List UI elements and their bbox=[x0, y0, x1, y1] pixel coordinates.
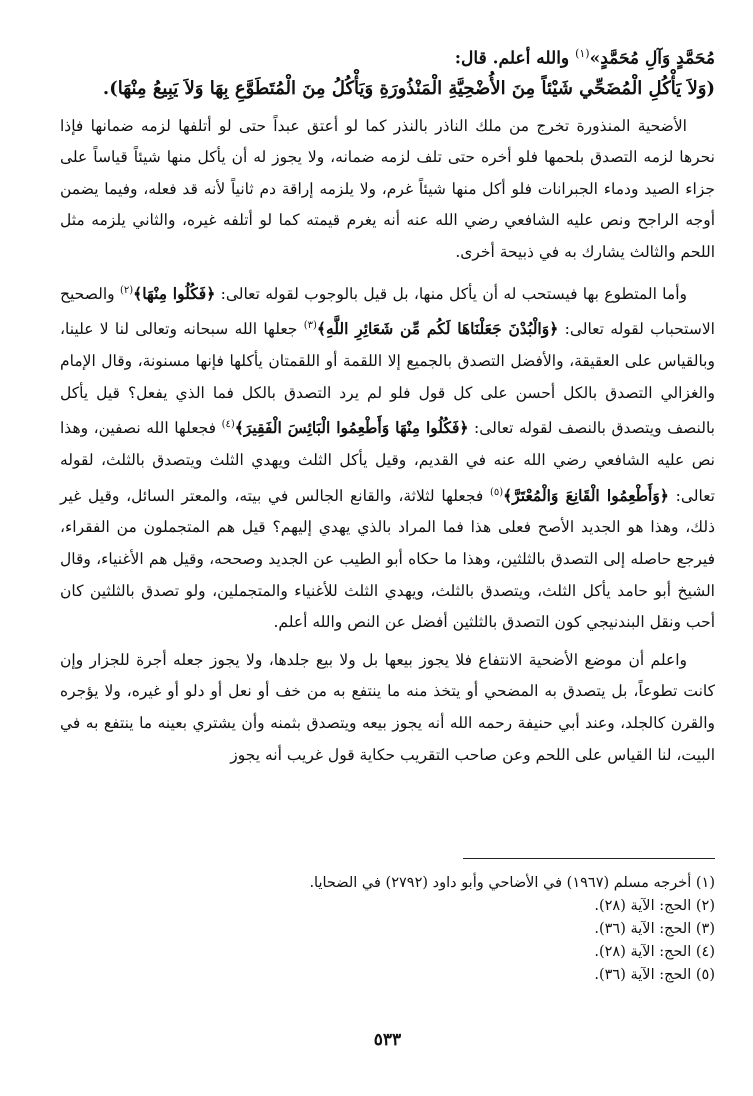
footnotes bbox=[60, 872, 715, 987]
paragraph-2-part-5: فجعلها لثلاثة، والقانع الجالس في بيته، والمعتر السائل، وقيل غير ذلك، وهذا هو الجديد الأصح فعلى هذا فما المراد بالذي يهدي إليهم؟ قيل هم المتجملون من الفقراء، فيرجع حاصله إلى التصدق بالثلثين، وهذا ما حكاه أبو الطيب عن الجديد وصححه، وقيل هم الأغنياء، وقال الشيخ أبو حامد يأكل الثلث، ويتصدق بالثلث، ويهدي الثلث للأغنياء والمتجملين، ولو تصدق بالثلثين كان أحب ونقل البندنيجي كون التصدق بالثلثين أفضل عن النص والله أعلم. bbox=[60, 486, 715, 632]
matn-text: (وَلاَ يَأْكُلِ الْمُضَحِّي شَيْئاً مِنَ الأُضْحِيَّةِ الْمَنْذُورَةِ وَيَأْكُلُ مِنَ الْمُتَطَوَّعِ بِهَا وَلاَ يَبِيعُ مِنْهَا). bbox=[102, 77, 715, 99]
footnote-marker: (١) bbox=[575, 47, 590, 60]
paragraph-2-part-1: وأما المتطوع بها فيستحب له أن يأكل منها، بل قيل بالوجوب لقوله تعالى: bbox=[215, 284, 687, 303]
quran-verse-1: ﴿فَكُلُوا مِنْهَا﴾ bbox=[133, 283, 216, 303]
page-number: ٥٣٣ bbox=[373, 1030, 402, 1050]
footnote-ref-4: (٤) bbox=[221, 419, 235, 431]
paragraph-2 bbox=[60, 275, 715, 639]
header-line bbox=[60, 40, 715, 73]
footnote-3: (٣) الحج: الآية (٣٦). bbox=[594, 921, 715, 937]
footnote-ref-5: (٥) bbox=[489, 486, 504, 498]
paragraph-2-part-3: جعلها الله سبحانه وتعالى لنا لا علينا، وبالقياس على العقيقة، والأفضل التصدق بالجميع إلا اللقمة أو اللقمتان يأكلها فإنها مسنونة، وقال الإمام والغزالي التصدق بالكل أحسن على كل قول فلو لم يرد التصدق بالكل فما الذي يفعل؟ قيل يأكل بالنصف ويتصدق بالنصف لقوله تعالى: bbox=[60, 320, 715, 438]
quran-verse-3: ﴿فَكُلُوا مِنْهَا وَأَطْعِمُوا الْبَائِسَ الْفَقِيرَ﴾ bbox=[234, 418, 469, 438]
paragraph-2-part-2: والصحيح الاستحباب لقوله تعالى: bbox=[60, 284, 715, 339]
quran-verse-4: ﴿وَأَطْعِمُوا الْقَانِعَ وَالْمُعْتَرَّ﴾ bbox=[503, 485, 669, 505]
book-page bbox=[60, 40, 715, 1060]
paragraph-1: الأضحية المنذورة تخرج من ملك الناذر بالنذر كما لو أعتق عبداً حتى لو أتلفها لزمه ضمانها فإذا نحرها لزمه التصدق بلحمها فلو أخره حتى تلف لزمه ضمانه، ولا يجوز له أن يأكل منها شيئاً قياساً على جزاء الصيد ودماء الجبرانات فلو أكل منها شيئاً غرم، ولا يلزمه إراقة دم ثانياً لأنه قد فعله، وفيما يضمن أوجه الراجح ونص عليه الشافعي رضي الله عنه أنه يغرم قيمته كما لو أتلفه غيره، والثاني يلزمه مثل اللحم والثالث يشارك به في ذبيحة أخرى. bbox=[60, 116, 715, 262]
footnote-2: (٢) الحج: الآية (٢٨). bbox=[594, 898, 715, 914]
paragraph-3: واعلم أن موضع الأضحية الانتفاع فلا يجوز بيعها بل ولا بيع جلدها، ولا يجوز جعله أجرة للجزار وإن كانت تطوعاً، بل يتصدق به المضحي أو يتخذ منه ما ينتفع به من خف أو نعل أو دلو أو غيره، ولا يؤجره والقرن كالجلد، وعند أبي حنيفة رحمه الله أنه يجوز بيعه ويتصدق بثمنه وأن يشتري بعينه ما ينتفع به في البيت، لنا القياس على اللحم وعن صاحب التقريب حكاية قول غريب أنه يجوز bbox=[60, 650, 715, 764]
footnote-1: (١) أخرجه مسلم (١٩٦٧) في الأضاحي وأبو داود (٢٧٩٢) في الضحايا. bbox=[309, 875, 715, 891]
footnote-4: (٤) الحج: الآية (٢٨). bbox=[594, 944, 715, 960]
footnote-ref-3: (٣) bbox=[303, 320, 317, 332]
header-line-text: مُحَمَّدٍ وَآلِ مُحَمَّدٍ» bbox=[589, 48, 715, 69]
footnote-5: (٥) الحج: الآية (٣٦). bbox=[594, 967, 715, 983]
footnote-ref-2: (٢) bbox=[119, 284, 134, 296]
quran-verse-2: ﴿وَالْبُدْنَ جَعَلْنَاهَا لَكُم مِّن شَعَائِرِ اللَّهِ﴾ bbox=[316, 319, 559, 339]
footnote-divider bbox=[463, 858, 715, 859]
header-line-tail: والله أعلم. قال: bbox=[454, 48, 576, 69]
paragraph-2-part-4: فجعلها الله نصفين، وهذا نص عليه الشافعي رضي الله عنه في القديم، وقيل يأكل الثلث ويهدي الثلث ويتصدق بالثلث، لقوله تعالى: bbox=[60, 419, 715, 505]
